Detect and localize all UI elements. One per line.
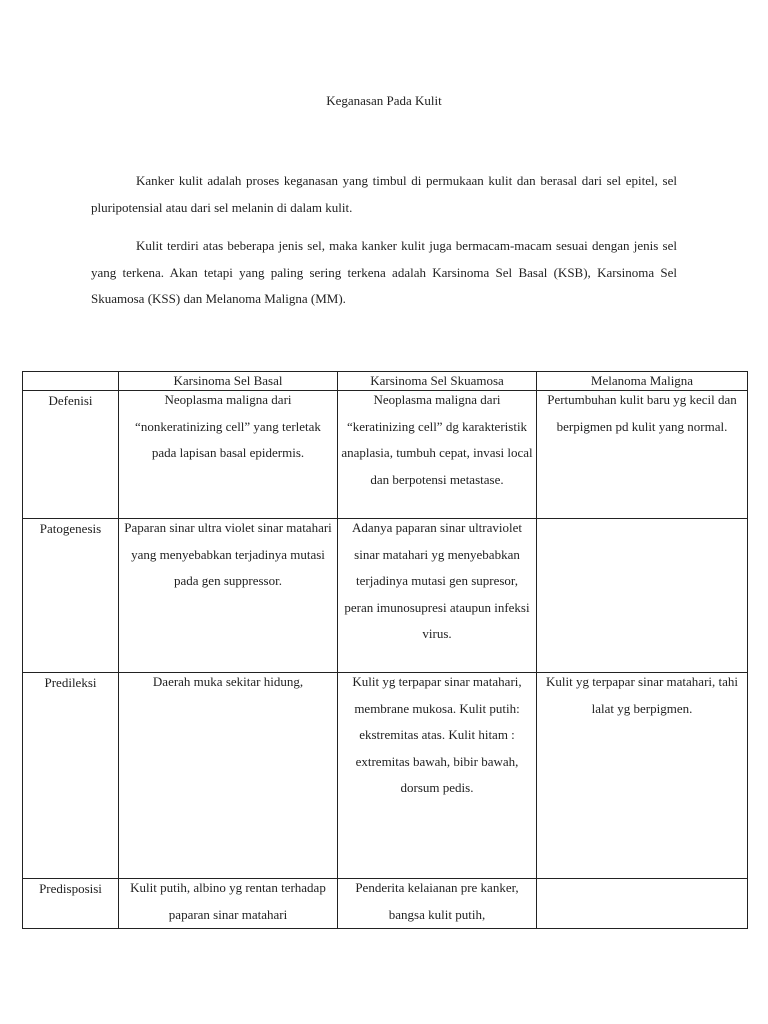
table-cell bbox=[338, 879, 537, 929]
table-cell bbox=[537, 391, 748, 519]
cell-text: Paparan sinar ultra violet sinar matahari yang menyebabkan terjadinya mutasi pada gen suppressor. bbox=[124, 520, 332, 588]
table-cell bbox=[537, 673, 748, 879]
row-label: Predisposisi bbox=[23, 879, 119, 929]
row-label: Defenisi bbox=[23, 391, 119, 519]
document-title: Keganasan Pada Kulit bbox=[326, 93, 442, 108]
cell-text: Neoplasma maligna dari “nonkeratinizing cell” yang terletak pada lapisan basal epidermis. bbox=[135, 392, 321, 460]
table-cell bbox=[537, 519, 748, 673]
cell-text: Neoplasma maligna dari “keratinizing cell” dg karakteristik anaplasia, tumbuh cepat, invasi local dan berpotensi metastase. bbox=[341, 392, 533, 487]
comparison-table bbox=[22, 371, 748, 929]
cell-text: Pertumbuhan kulit baru yg kecil dan berpigmen pd kulit yang normal. bbox=[547, 392, 737, 434]
cell-text: Penderita kelaianan pre kanker, bangsa kulit putih, bbox=[355, 880, 519, 922]
cell-text: Kulit yg terpapar sinar matahari, tahi lalat yg berpigmen. bbox=[545, 674, 739, 716]
cell-text: Daerah muka sekitar hidung, bbox=[152, 674, 304, 689]
paragraph-types: Kulit terdiri atas beberapa jenis sel, maka kanker kulit juga bermacam-macam sesuai dengan jenis sel yang terkena. Akan tetapi yang paling sering terkena adalah Karsinoma Sel Basal (KSB), Karsinoma Sel Skuamosa (KSS) dan Melanoma Maligna (MM). bbox=[91, 238, 677, 306]
table-header-cell: Karsinoma Sel Basal bbox=[119, 372, 338, 391]
table-row bbox=[23, 879, 748, 929]
table-row bbox=[23, 391, 748, 519]
table-cell bbox=[119, 673, 338, 879]
row-label: Predileksi bbox=[23, 673, 119, 879]
table-cell bbox=[119, 391, 338, 519]
cell-text: Kulit yg terpapar sinar matahari, membrane mukosa. Kulit putih: ekstremitas atas. Kulit hitam : extremitas bawah, bibir bawah, dorsum pedis. bbox=[352, 674, 522, 795]
table-cell bbox=[537, 879, 748, 929]
cell-text: Adanya paparan sinar ultraviolet sinar matahari yg menyebabkan terjadinya mutasi gen supresor, peran imunosupresi ataupun infeksi virus. bbox=[344, 520, 530, 641]
table-row bbox=[23, 673, 748, 879]
row-label: Patogenesis bbox=[23, 519, 119, 673]
table-cell bbox=[338, 519, 537, 673]
paragraph-intro: Kanker kulit adalah proses keganasan yang timbul di permukaan kulit dan berasal dari sel epitel, sel pluripotensial atau dari sel melanin di dalam kulit. bbox=[91, 173, 677, 215]
table-header-cell: Karsinoma Sel Skuamosa bbox=[338, 372, 537, 391]
table-row bbox=[23, 519, 748, 673]
cell-text: Kulit putih, albino yg rentan terhadap paparan sinar matahari bbox=[130, 880, 326, 922]
table-cell bbox=[338, 391, 537, 519]
table-header-cell bbox=[23, 372, 119, 391]
table-cell bbox=[119, 519, 338, 673]
table-cell bbox=[119, 879, 338, 929]
table-cell bbox=[338, 673, 537, 879]
table-header-cell: Melanoma Maligna bbox=[537, 372, 748, 391]
